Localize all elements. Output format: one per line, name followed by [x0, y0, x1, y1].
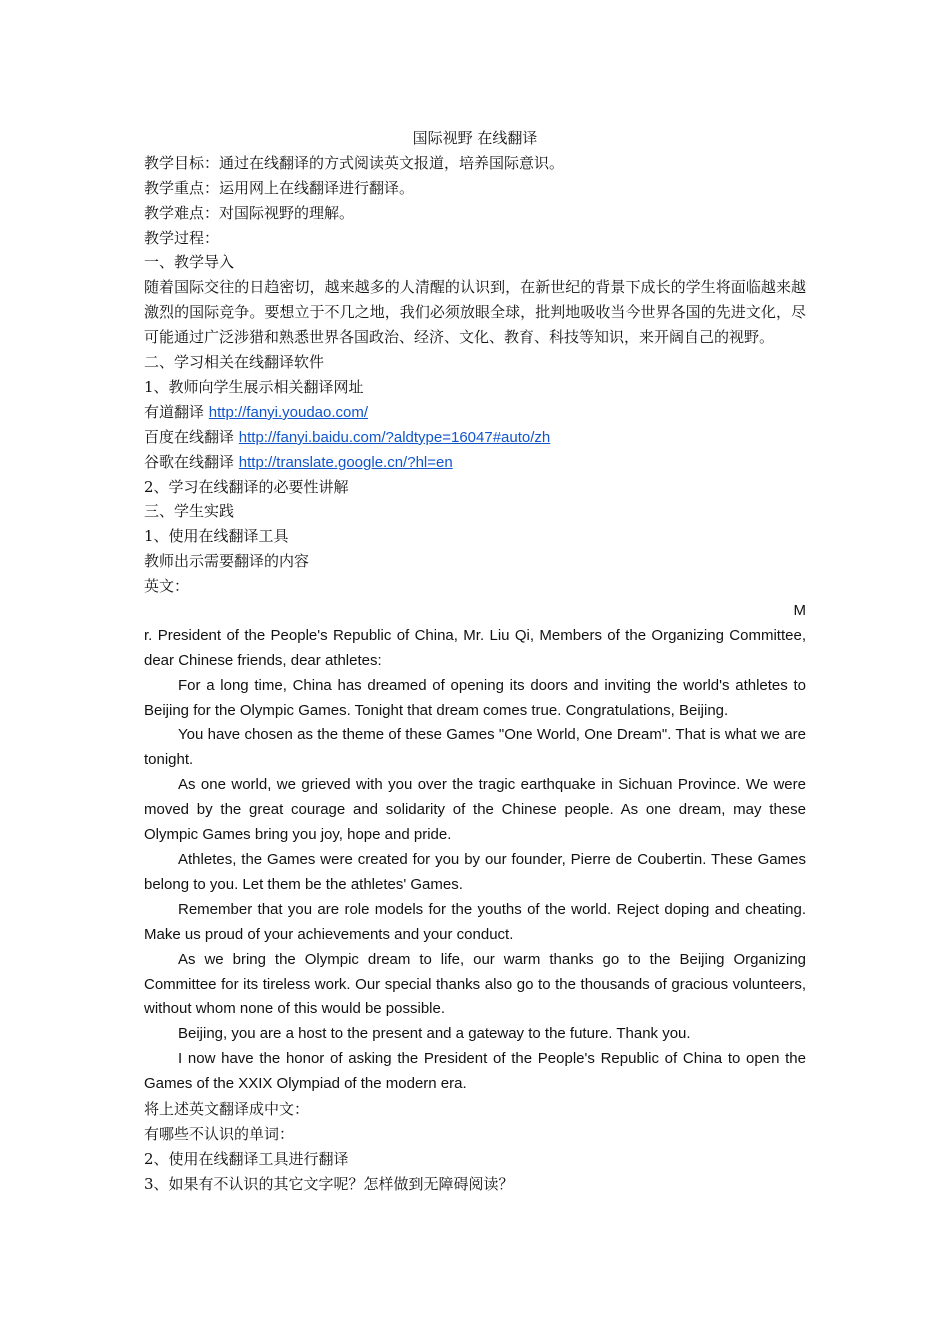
- practice-after-translate: 将上述英文翻译成中文：: [144, 1100, 310, 1119]
- english-lead-letter: M: [793, 601, 806, 619]
- teaching-difficulty: 教学难点：对国际视野的理解。: [144, 203, 355, 222]
- google-link[interactable]: http://translate.google.cn/?hl=en: [238, 453, 453, 471]
- english-paragraph: Remember that you are role models for the youths of the world. Reject doping and cheating. Make us proud of your achievements and your conduct.: [144, 900, 806, 943]
- section-heading-intro: 一、教学导入: [144, 253, 235, 272]
- english-paragraph-opening: r. President of the People's Republic of China, Mr. Liu Qi, Members of the Organizing Committee, dear Chinese friends, dear athletes:: [144, 626, 806, 669]
- site-row-google: [144, 450, 806, 475]
- english-paragraph: As we bring the Olympic dream to life, our warm thanks go to the Beijing Organizing Committee for its tireless work. Our special thanks also go to the thousands of gracious volunteers, without whom none of this would be possible.: [144, 950, 806, 1018]
- teaching-focus: 教学重点：运用网上在线翻译进行翻译。: [144, 178, 415, 197]
- english-paragraph: I now have the honor of asking the President of the People's Republic of China to open the Games of the XXIX Olympiad of the modern era.: [144, 1050, 806, 1093]
- site-row-baidu: [144, 425, 806, 450]
- site-label-youdao: 有道翻译: [144, 402, 209, 421]
- practice-after-words: 有哪些不认识的单词：: [144, 1124, 295, 1143]
- site-label-google: 谷歌在线翻译: [144, 452, 239, 471]
- baidu-link[interactable]: http://fanyi.baidu.com/?aldtype=16047#auto/zh: [238, 428, 551, 446]
- teaching-process: 教学过程：: [144, 228, 220, 247]
- teaching-goal: 教学目标：通过在线翻译的方式阅读英文报道，培养国际意识。: [144, 153, 565, 172]
- practice-item-3: 3、如果有不认识的其它文字呢？怎样做到无障碍阅读？: [144, 1174, 514, 1193]
- section-heading-software: 二、学习相关在线翻译软件: [144, 353, 325, 372]
- document-title: 国际视野 在线翻译: [412, 129, 538, 147]
- practice-item-1: 1、使用在线翻译工具: [144, 527, 289, 546]
- practice-line-teacher: 教师出示需要翻译的内容: [144, 552, 310, 571]
- software-item-1: 1、教师向学生展示相关翻译网址: [144, 377, 364, 396]
- practice-item-2: 2、使用在线翻译工具进行翻译: [144, 1149, 349, 1168]
- site-row-youdao: [144, 400, 806, 425]
- english-paragraph: For a long time, China has dreamed of opening its doors and inviting the world's athletes to Beijing for the Olympic Games. Tonight that dream comes true. Congratulations, Beijing.: [144, 676, 806, 719]
- site-label-baidu: 百度在线翻译: [144, 427, 239, 446]
- software-item-2: 2、学习在线翻译的必要性讲解: [144, 477, 349, 496]
- intro-paragraph: 随着国际交往的日趋密切，越来越多的人清醒的认识到，在新世纪的背景下成长的学生将面临越来越激烈的国际竞争。要想立于不几之地，我们必须放眼全球，批判地吸收当今世界各国的先进文化，尽可能通过广泛涉猎和熟悉世界各国政治、经济、文化、教育、科技等知识，来开阔自己的视野。: [144, 278, 806, 347]
- english-paragraph: Athletes, the Games were created for you by our founder, Pierre de Coubertin. These Games belong to you. Let them be the athletes' Games.: [144, 851, 806, 893]
- english-paragraph: As one world, we grieved with you over the tragic earthquake in Sichuan Province. We were moved by the great courage and solidarity of the Chinese people. As one dream, may these Olympic Games bring you joy, hope and pride.: [144, 776, 806, 844]
- practice-line-english: 英文：: [144, 577, 190, 596]
- english-paragraph: You have chosen as the theme of these Games "One World, One Dream". That is what we are tonight.: [144, 726, 806, 769]
- document-body: [144, 126, 806, 1197]
- english-paragraph: Beijing, you are a host to the present and a gateway to the future. Thank you.: [178, 1025, 691, 1043]
- section-heading-practice: 三、学生实践: [144, 502, 235, 521]
- youdao-link[interactable]: http://fanyi.youdao.com/: [208, 403, 369, 421]
